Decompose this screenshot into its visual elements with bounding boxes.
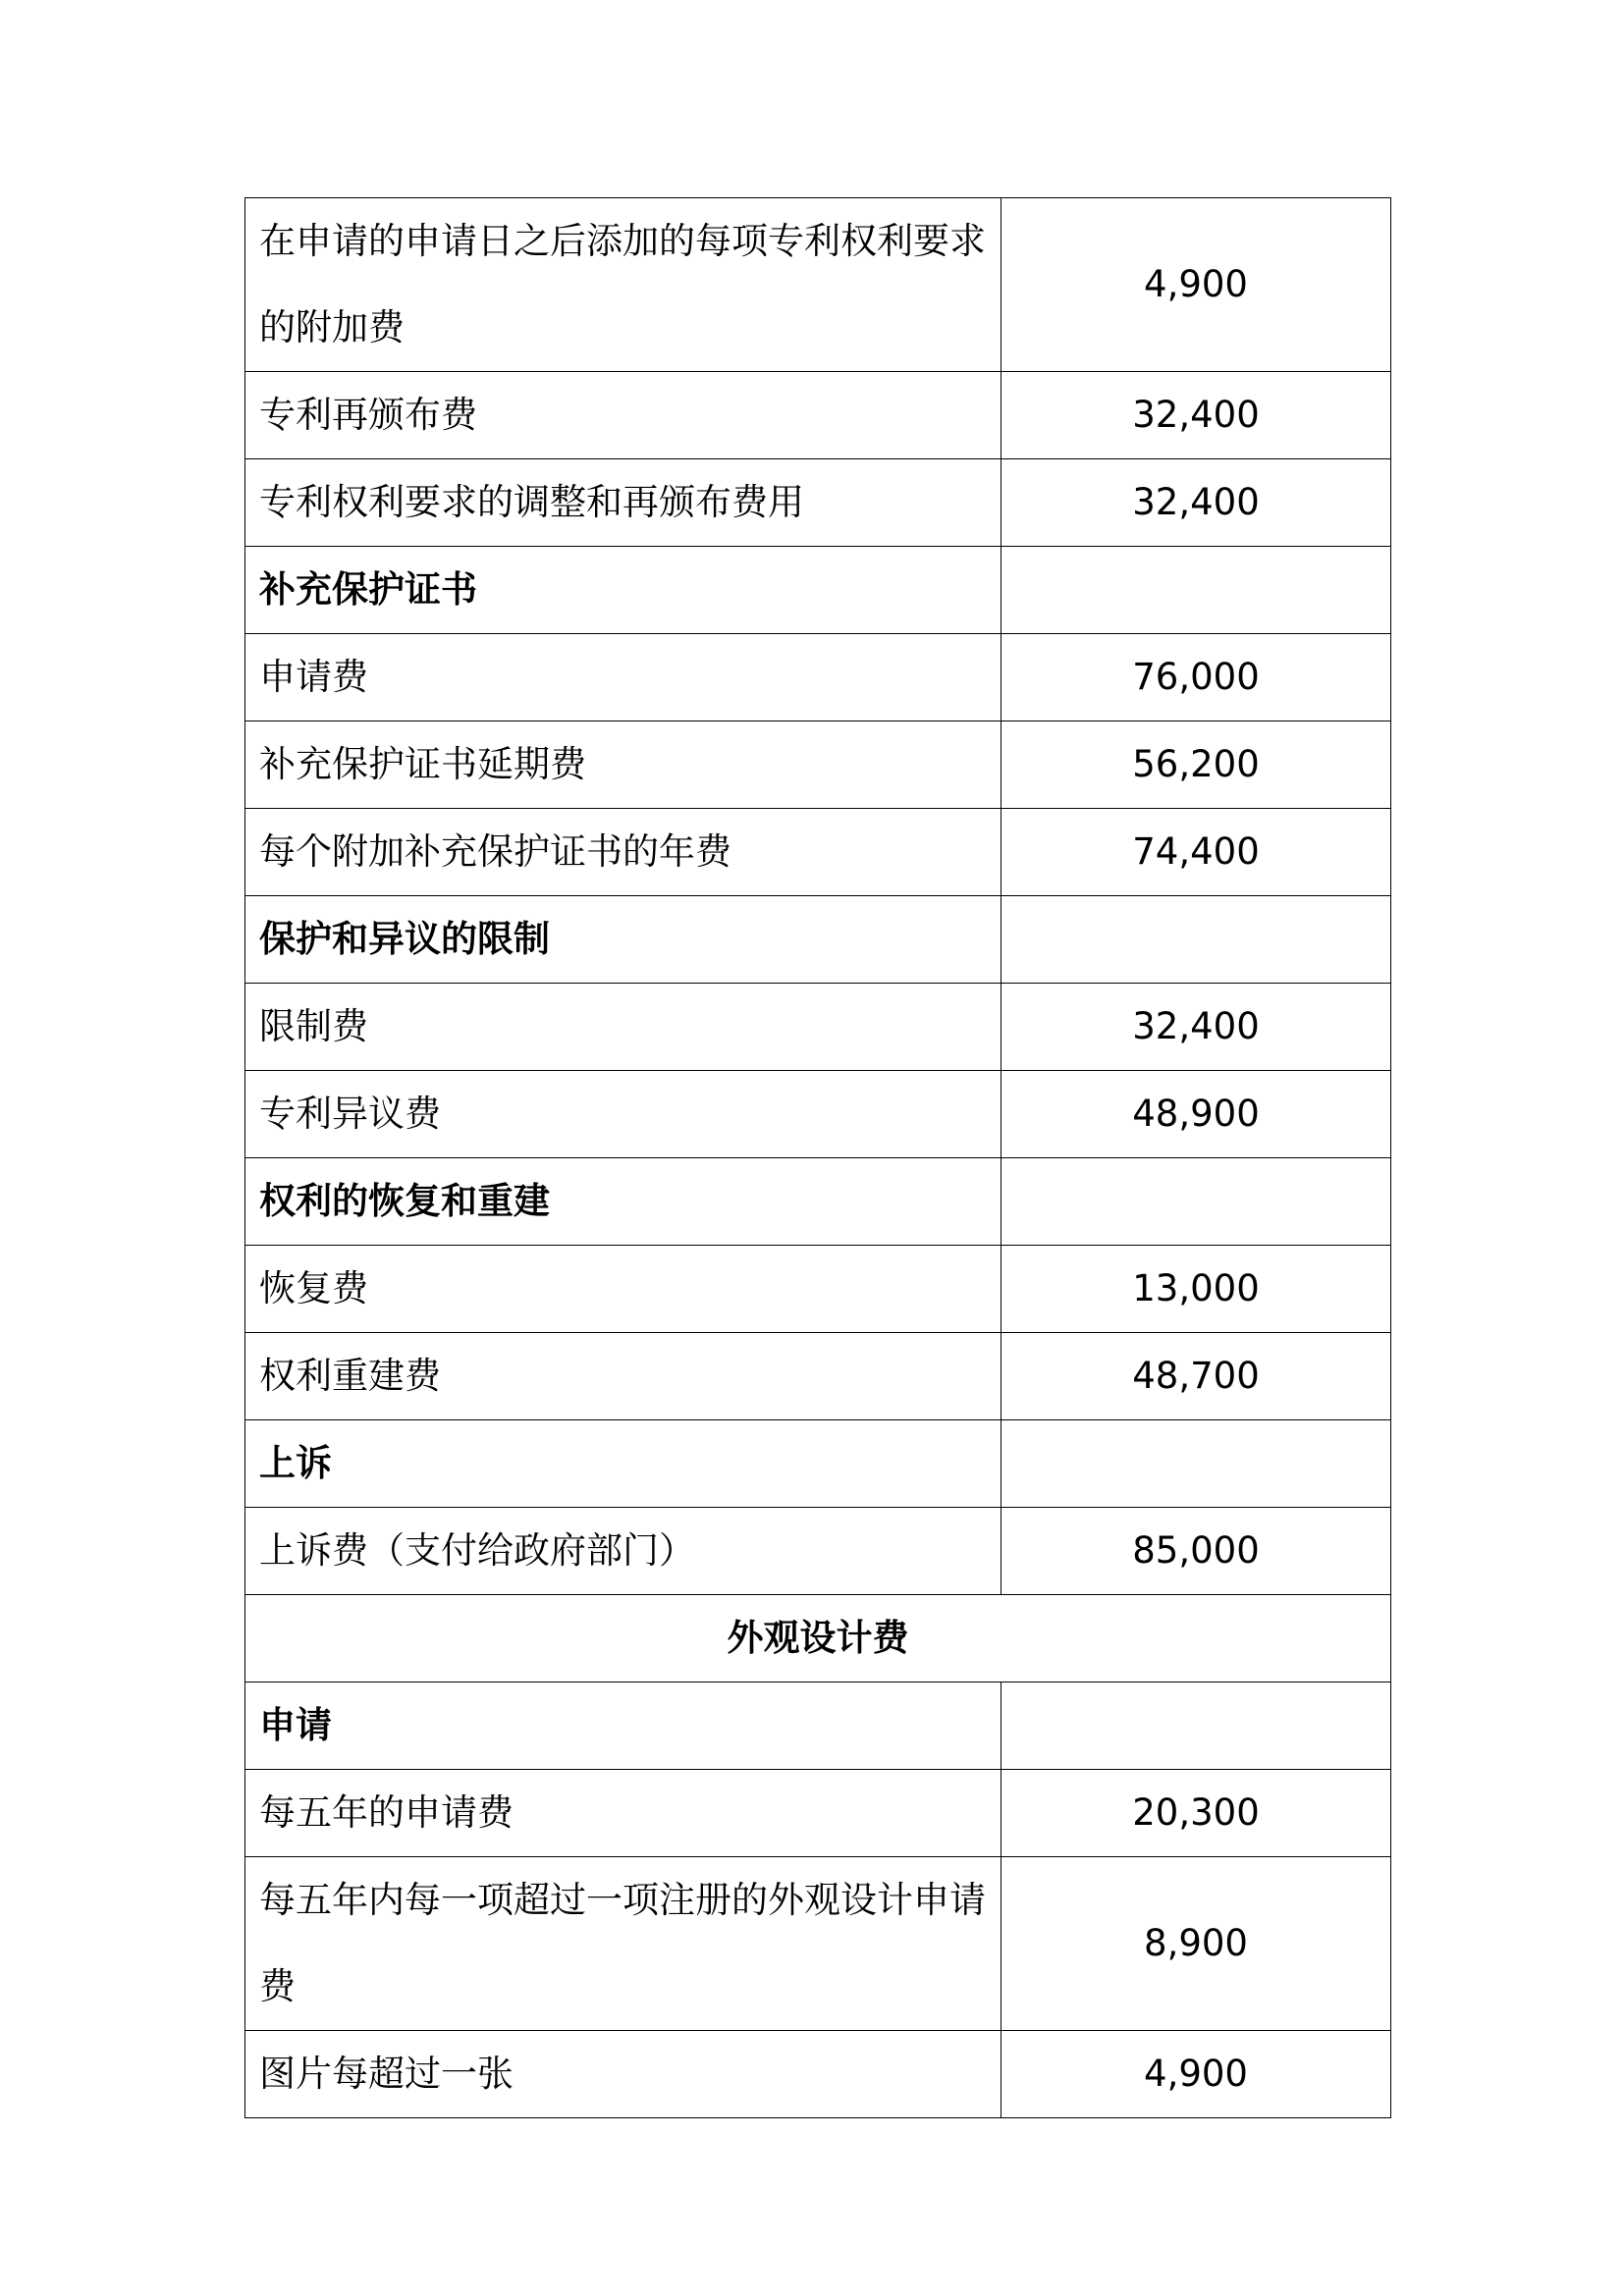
title-row	[245, 1595, 1391, 1682]
section-heading: 补充保护证书	[245, 547, 1001, 634]
fee-label: 图片每超过一张	[245, 2031, 1001, 2118]
section-row	[245, 1158, 1391, 1246]
section-row	[245, 896, 1391, 984]
fee-label: 在申请的申请日之后添加的每项专利权利要求的附加费	[245, 198, 1001, 372]
fee-table	[244, 197, 1391, 2118]
fee-value: 85,000	[1001, 1508, 1391, 1595]
fee-label: 恢复费	[245, 1246, 1001, 1333]
table-row	[245, 721, 1391, 809]
fee-value: 76,000	[1001, 634, 1391, 721]
section-heading: 申请	[245, 1682, 1001, 1770]
table-row	[245, 634, 1391, 721]
table-row	[245, 372, 1391, 459]
table-row	[245, 1071, 1391, 1158]
fee-value: 74,400	[1001, 809, 1391, 896]
section-heading: 权利的恢复和重建	[245, 1158, 1001, 1246]
table-row	[245, 809, 1391, 896]
section-heading: 上诉	[245, 1420, 1001, 1508]
fee-value	[1001, 1158, 1391, 1246]
table-row	[245, 984, 1391, 1071]
fee-value: 4,900	[1001, 2031, 1391, 2118]
table-row	[245, 1333, 1391, 1420]
section-row	[245, 1682, 1391, 1770]
fee-label: 权利重建费	[245, 1333, 1001, 1420]
section-heading: 保护和异议的限制	[245, 896, 1001, 984]
table-row	[245, 1508, 1391, 1595]
fee-value: 32,400	[1001, 372, 1391, 459]
fee-value: 56,200	[1001, 721, 1391, 809]
fee-label: 专利权利要求的调整和再颁布费用	[245, 459, 1001, 547]
fee-label: 每五年的申请费	[245, 1770, 1001, 1857]
fee-label: 每五年内每一项超过一项注册的外观设计申请费	[245, 1857, 1001, 2031]
fee-value	[1001, 1420, 1391, 1508]
fee-value: 32,400	[1001, 459, 1391, 547]
design-fees-title: 外观设计费	[245, 1595, 1391, 1682]
table-row	[245, 1770, 1391, 1857]
table-row	[245, 2031, 1391, 2118]
fee-value	[1001, 896, 1391, 984]
fee-label: 申请费	[245, 634, 1001, 721]
fee-value: 32,400	[1001, 984, 1391, 1071]
fee-value: 48,700	[1001, 1333, 1391, 1420]
fee-label: 专利再颁布费	[245, 372, 1001, 459]
table-row	[245, 198, 1391, 372]
fee-label: 限制费	[245, 984, 1001, 1071]
fee-value: 13,000	[1001, 1246, 1391, 1333]
table-row	[245, 459, 1391, 547]
fee-value: 4,900	[1001, 198, 1391, 372]
fee-value: 8,900	[1001, 1857, 1391, 2031]
fee-value: 20,300	[1001, 1770, 1391, 1857]
fee-value	[1001, 1682, 1391, 1770]
fee-value	[1001, 547, 1391, 634]
fee-label: 每个附加补充保护证书的年费	[245, 809, 1001, 896]
fee-label: 专利异议费	[245, 1071, 1001, 1158]
table-row	[245, 1857, 1391, 2031]
section-row	[245, 547, 1391, 634]
fee-label: 补充保护证书延期费	[245, 721, 1001, 809]
table-row	[245, 1246, 1391, 1333]
section-row	[245, 1420, 1391, 1508]
fee-value: 48,900	[1001, 1071, 1391, 1158]
fee-label: 上诉费（支付给政府部门）	[245, 1508, 1001, 1595]
